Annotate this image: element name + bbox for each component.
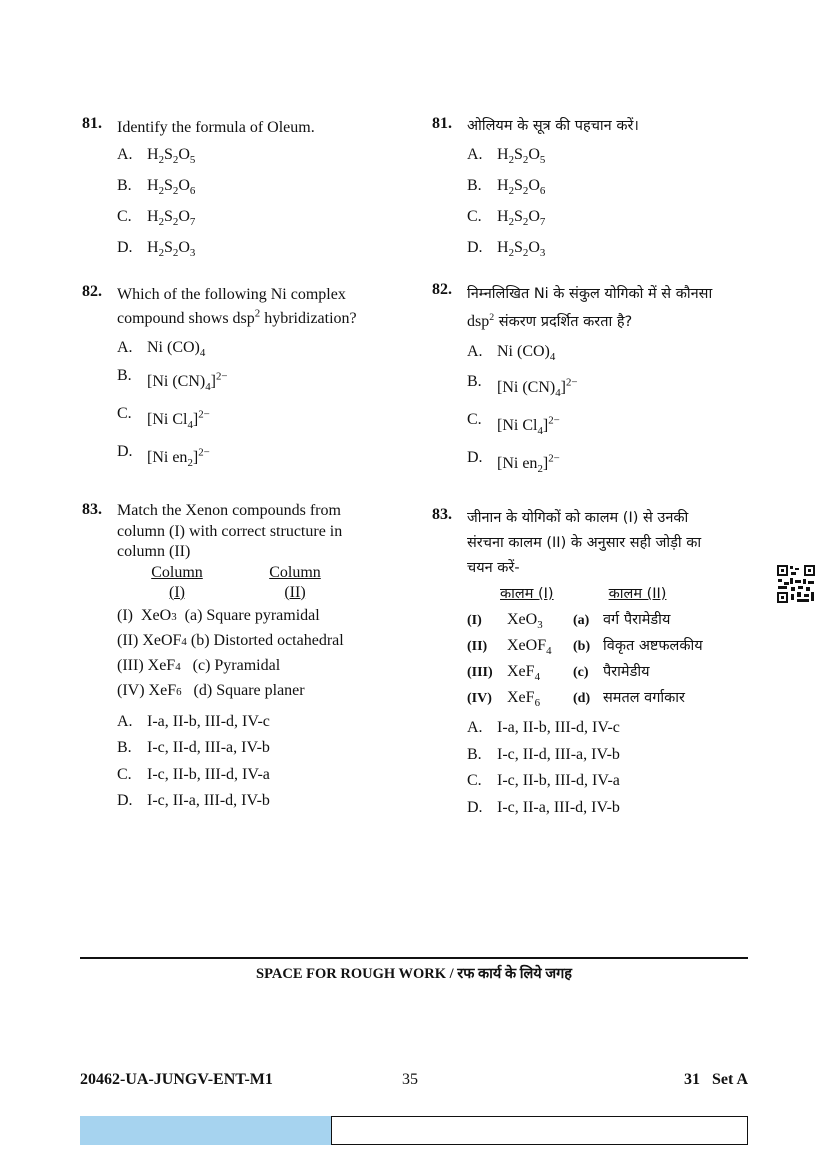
- page-number: 35: [402, 1071, 418, 1088]
- match-table: [117, 607, 417, 707]
- match-row: (I) Xe O 3 (a) Square pyramidal: [117, 606, 320, 624]
- question-text: निम्नलिखित Ni के संकुल योगिको में से कौनसा dsp$^2$ संकरण प्रदर्शित करता है?: [467, 286, 713, 330]
- question-text: Identify the formula of Oleum.: [117, 119, 315, 136]
- option-b: B. I-c, II-d, III-a, IV-b: [467, 745, 620, 763]
- question-text: ओलियम के सूत्र की पहचान करें।: [467, 118, 639, 134]
- option-a: A. Ni $(CO)_4$: [117, 339, 206, 360]
- footer-box: [331, 1116, 748, 1145]
- option-a: A. I-a, II-b, III-d, IV-c: [117, 712, 270, 730]
- match-row: (II) XeOF$_4$ (b) विकृत अष्टफलकीय: [467, 637, 703, 658]
- question-81-hindi: [432, 115, 752, 277]
- option-a: A. $H_2S_2O_5$: [467, 146, 546, 167]
- option-b: B. $H_2S_2O_6$: [117, 177, 196, 198]
- question-83: [82, 501, 417, 819]
- qr-code-icon: [776, 564, 816, 604]
- match-row: (II) Xe OF 4 (b) Distorted octahedral: [117, 631, 344, 649]
- footer: [80, 1071, 748, 1093]
- set-label: 31 Set A: [684, 1071, 748, 1088]
- question-number: 81.: [432, 115, 452, 132]
- option-b: B. $H_2S_2O_6$: [467, 177, 546, 198]
- question-81: [82, 115, 417, 275]
- question-number: 81.: [82, 115, 102, 132]
- question-83-hindi: [432, 506, 752, 825]
- match-header: Column (I) Column (II): [151, 563, 321, 601]
- match-row: (III) Xe F 4 (c) Pyramidal: [117, 656, 281, 674]
- match-row: (IV) Xe F 6 (d) Square planer: [117, 681, 305, 699]
- rough-work-label: SPACE FOR ROUGH WORK / रफ कार्य के लिये जगह: [256, 966, 572, 982]
- option-b: B. I-c, II-d, III-a, IV-b: [117, 739, 270, 756]
- question-text: जीनान के योगिकों को कालम (I) से उनकी संरचना कालम (II) के अनुसार सही जोड़ी का चयन करें-: [467, 510, 702, 576]
- match-row: (I) XeO$_3$ (a) वर्ग पैरामेडीय: [467, 611, 671, 632]
- footer-color-bar: [80, 1116, 331, 1145]
- match-header: कालम (I) कालम (II): [500, 586, 667, 602]
- option-c: C. $H_2S_2O_7$: [467, 208, 546, 229]
- question-number: 82.: [432, 281, 452, 298]
- question-number: 83.: [82, 501, 102, 518]
- option-a: A. $H_2S_2O_5$: [117, 146, 196, 167]
- option-c: C. I-c, II-b, III-d, IV-a: [117, 765, 270, 783]
- option-b: B. [Ni $(CN)_4]^{2-}$: [467, 373, 578, 400]
- option-c: C. [Ni $Cl_4]^{2-}$: [117, 405, 210, 432]
- option-c: C. [Ni $Cl_4]^{2-}$: [467, 411, 560, 438]
- option-d: D. I-c, II-a, III-d, IV-b: [467, 798, 620, 816]
- option-d: D. I-c, II-a, III-d, IV-b: [117, 792, 270, 809]
- divider-line: [80, 957, 748, 959]
- option-d: D. $H_2S_2O_3$: [467, 239, 546, 260]
- paper-code: 20462-UA-JUNGV-ENT-M1: [80, 1071, 273, 1088]
- question-82-hindi: [432, 281, 752, 506]
- option-a: A. I-a, II-b, III-d, IV-c: [467, 719, 620, 736]
- option-a: A. Ni $(CO)_4$: [467, 343, 556, 364]
- option-d: D. [Ni $en_2]^{2-}$: [117, 443, 210, 470]
- question-number: 82.: [82, 283, 102, 300]
- option-c: C. $H_2S_2O_7$: [117, 208, 196, 229]
- hindi-column: [432, 115, 752, 825]
- match-row: (IV) XeF$_6$ (d) समतल वर्गाकार: [467, 689, 685, 710]
- option-b: B. [Ni $(CN)_4]^{2-}$: [117, 367, 228, 394]
- english-column: [82, 115, 417, 819]
- question-text: Which of the following Ni complex compound shows dsp$^2$ hybridization?: [117, 286, 357, 327]
- option-d: D. [Ni $en_2]^{2-}$: [467, 449, 560, 476]
- question-82: [82, 283, 417, 501]
- match-row: (III) XeF$_4$ (c) पैरामेडीय: [467, 663, 650, 684]
- question-number: 83.: [432, 506, 452, 523]
- option-c: C. I-c, II-b, III-d, IV-a: [467, 772, 620, 789]
- question-text: Match the Xenon compounds from column (I) with correct structure in column (II): [117, 502, 343, 560]
- match-table: [467, 609, 752, 713]
- option-d: D. $H_2S_2O_3$: [117, 239, 196, 260]
